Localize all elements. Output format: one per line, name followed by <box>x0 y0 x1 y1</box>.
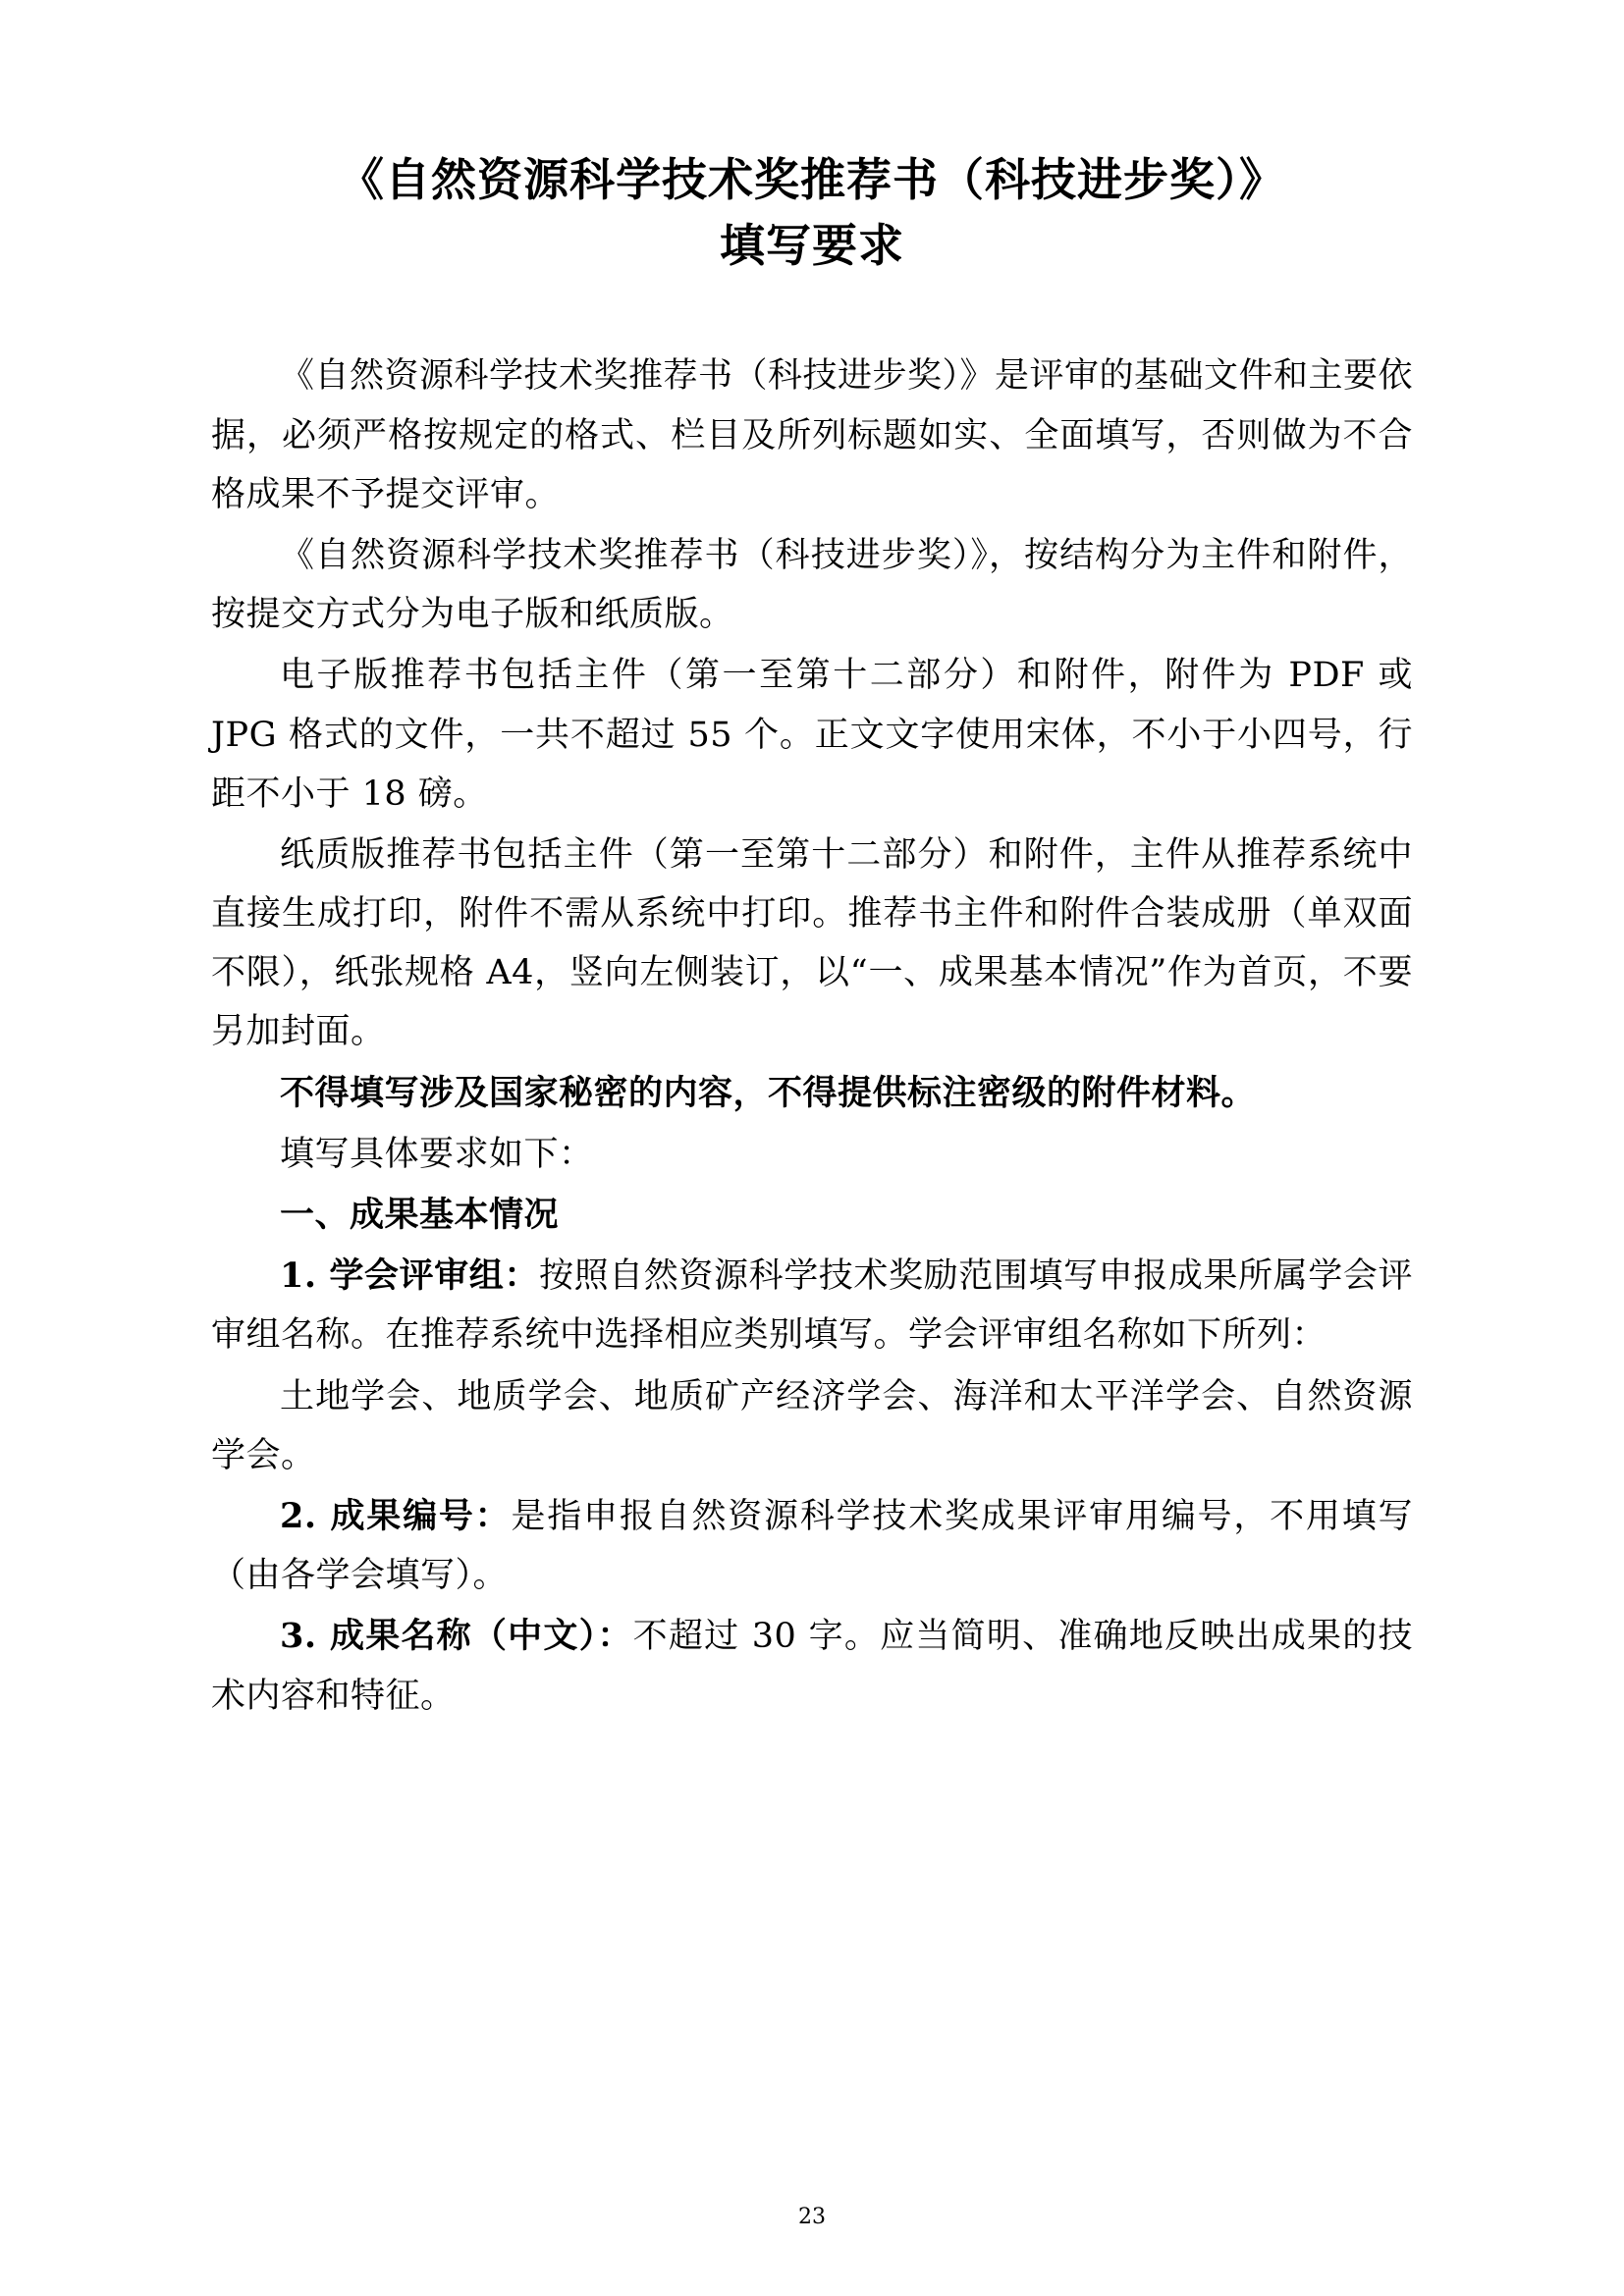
paragraph-text: 土地学会、地质学会、地质矿产经济学会、海洋和太平洋学会、自然资源学会。 <box>211 1376 1413 1475</box>
paragraph-intro-basis <box>211 347 1413 524</box>
section-heading-text: 一、成果基本情况 <box>280 1195 560 1235</box>
paragraph-confidentiality-notice <box>211 1064 1413 1123</box>
item-1-review-group <box>211 1247 1413 1364</box>
page-number: 23 <box>798 2205 826 2229</box>
item-1-group-list <box>211 1367 1413 1485</box>
paragraph-requirements-intro <box>211 1125 1413 1184</box>
paragraph-structure <box>211 526 1413 644</box>
page-title <box>211 147 1413 278</box>
paragraph-text: 不得填写涉及国家秘密的内容，不得提供标注密级的附件材料。 <box>280 1072 1257 1113</box>
item-label: 1. 学会评审组： <box>280 1255 539 1297</box>
item-label: 2. 成果编号： <box>280 1495 512 1536</box>
paragraph-text: 《自然资源科学技术奖推荐书（科技进步奖）》，按结构分为主件和附件，按提交方式分为电子版和纸质版。 <box>211 535 1413 635</box>
document-body <box>211 347 1413 1725</box>
item-2-result-number <box>211 1487 1413 1605</box>
item-text: 不超过 30 字。应当简明、准确地反映出成果的技术内容和特征。 <box>211 1617 1413 1716</box>
paragraph-text: 《自然资源科学技术奖推荐书（科技进步奖）》是评审的基础文件和主要依据，必须严格按规定的格式、栏目及所列标题如实、全面填写，否则做为不合格成果不予提交评审。 <box>211 356 1414 514</box>
item-text: 是指申报自然资源科学技术奖成果评审用编号，不用填写（由各学会填写）。 <box>211 1496 1413 1596</box>
item-3-result-name <box>211 1607 1413 1725</box>
paragraph-text: 电子版推荐书包括主件（第一至第十二部分）和附件，附件为 PDF 或 JPG 格式的文件，一共不超过 55 个。正文文字使用宋体，不小于小四号，行距不小于 18 磅。 <box>211 656 1413 814</box>
item-label: 3. 成果名称（中文）： <box>280 1616 633 1657</box>
page-title-line-1: 《自然资源科学技术奖推荐书（科技进步奖）》 <box>339 153 1285 206</box>
paragraph-electronic-version <box>211 646 1413 824</box>
item-text: 按照自然资源科学技术奖励范围填写申报成果所属学会评审组名称。在推荐系统中选择相应类别填写。学会评审组名称如下所列： <box>211 1256 1413 1356</box>
paragraph-paper-version <box>211 826 1413 1062</box>
page-title-line-2: 填写要求 <box>720 218 904 272</box>
paragraph-text: 纸质版推荐书包括主件（第一至第十二部分）和附件，主件从推荐系统中直接生成打印，附件不需从系统中打印。推荐书主件和附件合装成册（单双面不限），纸张规格 A4，竖向左侧装订，以“一、成果基本情况”作为首页，不要另加封面。 <box>211 834 1413 1052</box>
section-heading-one <box>211 1186 1413 1245</box>
paragraph-text: 填写具体要求如下： <box>280 1134 594 1174</box>
